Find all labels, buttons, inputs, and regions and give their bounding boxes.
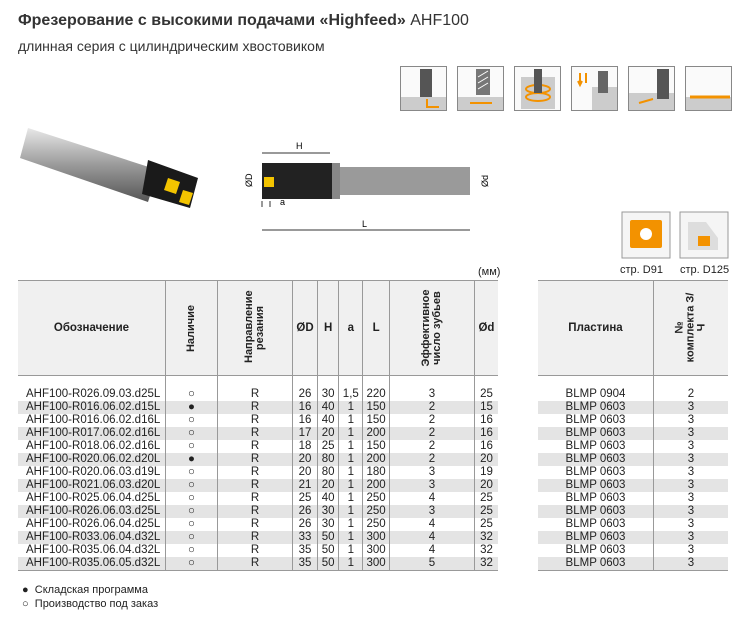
cell-L: 150: [363, 414, 390, 427]
cell-kit: 3: [654, 492, 729, 505]
dimension-drawing: [240, 135, 500, 235]
cell-stock: ○: [165, 505, 217, 518]
cell-kit: 2: [654, 388, 729, 401]
svg-text:a: a: [280, 197, 286, 207]
col-direction: Направление резания: [218, 281, 293, 376]
cell-L: 150: [363, 440, 390, 453]
cell-H: 50: [318, 531, 339, 544]
cell-L: 200: [363, 427, 390, 440]
cell-dir: R: [218, 401, 293, 414]
cell-d: 15: [474, 401, 498, 414]
ramping-icon: [628, 66, 675, 111]
cell-kit: 3: [654, 427, 729, 440]
cell-d: 32: [474, 557, 498, 571]
cell-kit: 3: [654, 479, 729, 492]
cell-stock: ●: [165, 401, 217, 414]
cell-z: 4: [389, 492, 474, 505]
cell-dir: R: [218, 518, 293, 531]
col-D: ØD: [293, 281, 318, 376]
table-row: [18, 466, 498, 479]
cell-code: AHF100-R021.06.03.d20L: [18, 479, 165, 492]
table-row: [538, 544, 728, 557]
cell-d: 32: [474, 531, 498, 544]
cell-a: 1: [339, 479, 363, 492]
helical-milling-icon: [514, 66, 561, 111]
cell-code: AHF100-R026.09.03.d25L: [26, 387, 161, 400]
cell-a: 1: [339, 518, 363, 531]
cell-d: 16: [474, 414, 498, 427]
cell-code: AHF100-R016.06.02.d15L: [18, 401, 165, 414]
page-subtitle: длинная серия с цилиндрическим хвостовиком: [18, 38, 325, 54]
units-label: (мм): [478, 266, 501, 278]
cell-H: 30: [318, 505, 339, 518]
cell-z: 4: [389, 531, 474, 544]
cell-z: 2: [389, 427, 474, 440]
cell-D: 33: [293, 531, 318, 544]
cell-insert: BLMP 0603: [565, 465, 626, 478]
svg-text:H: H: [296, 141, 303, 151]
cell-L: 300: [363, 557, 390, 571]
cell-insert: BLMP 0603: [538, 505, 654, 518]
cell-z: 2: [389, 440, 474, 453]
cell-stock: ○: [165, 414, 217, 427]
cell-kit: 3: [654, 453, 729, 466]
cell-code: AHF100-R020.06.03.d19L: [26, 465, 161, 478]
cell-stock: ○: [165, 531, 217, 544]
cell-stock: ○: [165, 466, 217, 479]
cell-kit: 3: [654, 544, 729, 557]
cell-insert: BLMP 0603: [565, 517, 626, 530]
col-H: H: [318, 281, 339, 376]
plunge-milling-icon: [571, 66, 618, 111]
table-row: [538, 440, 728, 453]
cell-kit: 3: [654, 505, 729, 518]
cell-D: 18: [293, 440, 318, 453]
legend-order: ○ Производство под заказ: [22, 598, 159, 610]
svg-text:ØD: ØD: [244, 173, 254, 187]
cell-d: 25: [474, 505, 498, 518]
col-d: Ød: [474, 281, 498, 376]
table-row: [18, 479, 498, 492]
cell-z: 3: [389, 466, 474, 479]
cell-code: AHF100-R026.06.04.d25L: [26, 517, 161, 530]
cell-code: AHF100-R016.06.02.d16L: [26, 413, 161, 426]
cell-a: 1: [339, 453, 363, 466]
cell-L: 200: [363, 453, 390, 466]
cell-d: 16: [474, 427, 498, 440]
cell-H: 30: [318, 518, 339, 531]
cell-H: 40: [318, 492, 339, 505]
table-row: [538, 401, 728, 414]
cell-d: 25: [474, 518, 498, 531]
face-milling-icon: [457, 66, 504, 111]
cell-D: 21: [293, 479, 318, 492]
table-row: [18, 492, 498, 505]
table-row: [538, 531, 728, 544]
cell-D: 26: [293, 388, 318, 401]
cell-dir: R: [218, 388, 293, 401]
cell-z: 5: [389, 557, 474, 571]
cell-z: 2: [389, 453, 474, 466]
shoulder-milling-icon: [400, 66, 447, 111]
table-row: [538, 453, 728, 466]
cell-D: 16: [293, 414, 318, 427]
cell-z: 4: [389, 518, 474, 531]
cell-H: 30: [318, 388, 339, 401]
cell-H: 50: [318, 544, 339, 557]
cell-stock: ○: [165, 479, 217, 492]
col-a: a: [339, 281, 363, 376]
cell-a: 1: [339, 492, 363, 505]
table-row: [18, 440, 498, 453]
table-row: [538, 518, 728, 531]
cell-stock: ○: [165, 557, 217, 571]
cell-insert: BLMP 0603: [538, 479, 654, 492]
cell-D: 20: [293, 453, 318, 466]
cell-kit: 3: [654, 401, 729, 414]
cell-z: 2: [389, 401, 474, 414]
cell-H: 40: [318, 401, 339, 414]
cell-H: 25: [318, 440, 339, 453]
col-L: L: [363, 281, 390, 376]
table-row: [538, 479, 728, 492]
cell-D: 20: [293, 466, 318, 479]
cell-dir: R: [218, 466, 293, 479]
cell-kit: 3: [654, 466, 729, 479]
cell-insert: BLMP 0904: [565, 387, 626, 400]
col-availability: Наличие: [165, 281, 217, 376]
insert-page-ref-1: стр. D91: [620, 264, 663, 276]
cell-a: 1: [339, 544, 363, 557]
table-row: [18, 557, 498, 571]
cell-L: 150: [363, 401, 390, 414]
table-row: [18, 544, 498, 557]
cell-L: 300: [363, 531, 390, 544]
table-row: [18, 505, 498, 518]
cell-L: 250: [363, 518, 390, 531]
cell-kit: 3: [654, 440, 729, 453]
cell-a: 1: [339, 440, 363, 453]
cell-stock: ○: [165, 427, 217, 440]
cell-L: 180: [363, 466, 390, 479]
cell-kit: 3: [654, 531, 729, 544]
cell-dir: R: [218, 492, 293, 505]
cell-H: 80: [318, 453, 339, 466]
cell-insert: BLMP 0603: [565, 413, 626, 426]
cell-insert: BLMP 0603: [565, 543, 626, 556]
cell-dir: R: [218, 557, 293, 571]
table-row: [538, 492, 728, 505]
cell-code: AHF100-R033.06.04.d32L: [18, 531, 165, 544]
cell-insert: BLMP 0603: [538, 531, 654, 544]
svg-text:Ød: Ød: [480, 174, 490, 187]
cell-kit: 3: [654, 557, 729, 571]
cell-dir: R: [218, 453, 293, 466]
page-title: Фрезерование с высокими подачами «Highfeed» AHF100: [18, 12, 469, 29]
cell-code: AHF100-R035.06.05.d32L: [18, 557, 165, 571]
table-row: [18, 401, 498, 414]
insert-geometry-icon: [678, 210, 730, 265]
cell-z: 3: [389, 479, 474, 492]
cell-stock: ○: [165, 518, 217, 531]
cell-z: 3: [389, 388, 474, 401]
cell-d: 25: [474, 492, 498, 505]
cell-stock: ○: [165, 388, 217, 401]
cell-H: 20: [318, 479, 339, 492]
table-row: [538, 505, 728, 518]
col-designation: Обозначение: [18, 281, 165, 376]
cell-stock: ○: [165, 440, 217, 453]
cell-dir: R: [218, 479, 293, 492]
cell-H: 50: [318, 557, 339, 571]
table-row: [538, 388, 728, 401]
cell-d: 20: [474, 453, 498, 466]
cell-D: 26: [293, 505, 318, 518]
cell-a: 1: [339, 531, 363, 544]
cell-code: AHF100-R018.06.02.d16L: [26, 439, 161, 452]
cell-insert: BLMP 0603: [538, 401, 654, 414]
cell-stock: ○: [165, 492, 217, 505]
cell-code: AHF100-R017.06.02.d16L: [18, 427, 165, 440]
cell-insert: BLMP 0603: [538, 453, 654, 466]
cell-a: 1: [339, 505, 363, 518]
cell-dir: R: [218, 427, 293, 440]
cell-d: 32: [474, 544, 498, 557]
cell-H: 80: [318, 466, 339, 479]
table-row: [18, 427, 498, 440]
col-insert: Пластина: [538, 281, 654, 376]
cell-stock: ○: [165, 544, 217, 557]
svg-text:L: L: [362, 219, 368, 229]
insert-table: [538, 280, 728, 571]
cell-a: 1: [339, 466, 363, 479]
cell-L: 250: [363, 492, 390, 505]
cell-a: 1: [339, 427, 363, 440]
cell-H: 40: [318, 414, 339, 427]
cell-dir: R: [218, 505, 293, 518]
cell-D: 16: [293, 401, 318, 414]
cell-d: 25: [474, 388, 498, 401]
table-row: [538, 557, 728, 571]
cell-d: 16: [474, 440, 498, 453]
cell-d: 20: [474, 479, 498, 492]
cell-dir: R: [218, 544, 293, 557]
table-row: [18, 518, 498, 531]
cell-code: AHF100-R020.06.02.d20L: [18, 453, 165, 466]
operation-icons: [400, 66, 732, 111]
cell-code: AHF100-R035.06.04.d32L: [26, 543, 161, 556]
table-row: [538, 427, 728, 440]
cell-a: 1,5: [339, 388, 363, 401]
tool-table: [18, 280, 498, 571]
col-teeth: Эффективное число зубьев: [389, 281, 474, 376]
cell-dir: R: [218, 440, 293, 453]
cell-code: AHF100-R026.06.03.d25L: [18, 505, 165, 518]
cell-L: 250: [363, 505, 390, 518]
table-row: [18, 531, 498, 544]
cell-z: 2: [389, 414, 474, 427]
cell-dir: R: [218, 531, 293, 544]
cell-stock: ●: [165, 453, 217, 466]
cell-L: 220: [363, 388, 390, 401]
tool-photo: [18, 110, 218, 220]
cell-H: 20: [318, 427, 339, 440]
cell-L: 300: [363, 544, 390, 557]
cell-D: 26: [293, 518, 318, 531]
cell-d: 19: [474, 466, 498, 479]
cell-D: 25: [293, 492, 318, 505]
table-row: [18, 453, 498, 466]
cell-kit: 3: [654, 518, 729, 531]
legend-stock: ● Складская программа: [22, 584, 148, 596]
cell-code: AHF100-R025.06.04.d25L: [26, 491, 161, 504]
cell-dir: R: [218, 414, 293, 427]
cell-insert: BLMP 0603: [538, 557, 654, 571]
cell-insert: BLMP 0603: [565, 491, 626, 504]
cell-z: 4: [389, 544, 474, 557]
insert-page-ref-2: стр. D125: [680, 264, 730, 276]
cell-L: 200: [363, 479, 390, 492]
col-kit: № комплекта З/Ч: [654, 281, 729, 376]
insert-shape-icon: [620, 210, 672, 265]
cell-a: 1: [339, 414, 363, 427]
slotting-icon: [685, 66, 732, 111]
cell-kit: 3: [654, 414, 729, 427]
cell-a: 1: [339, 557, 363, 571]
cell-D: 35: [293, 544, 318, 557]
cell-D: 35: [293, 557, 318, 571]
table-row: [538, 414, 728, 427]
table-row: [18, 388, 498, 401]
cell-D: 17: [293, 427, 318, 440]
cell-a: 1: [339, 401, 363, 414]
cell-insert: BLMP 0603: [565, 439, 626, 452]
table-row: [538, 466, 728, 479]
cell-z: 3: [389, 505, 474, 518]
table-row: [18, 414, 498, 427]
cell-insert: BLMP 0603: [538, 427, 654, 440]
